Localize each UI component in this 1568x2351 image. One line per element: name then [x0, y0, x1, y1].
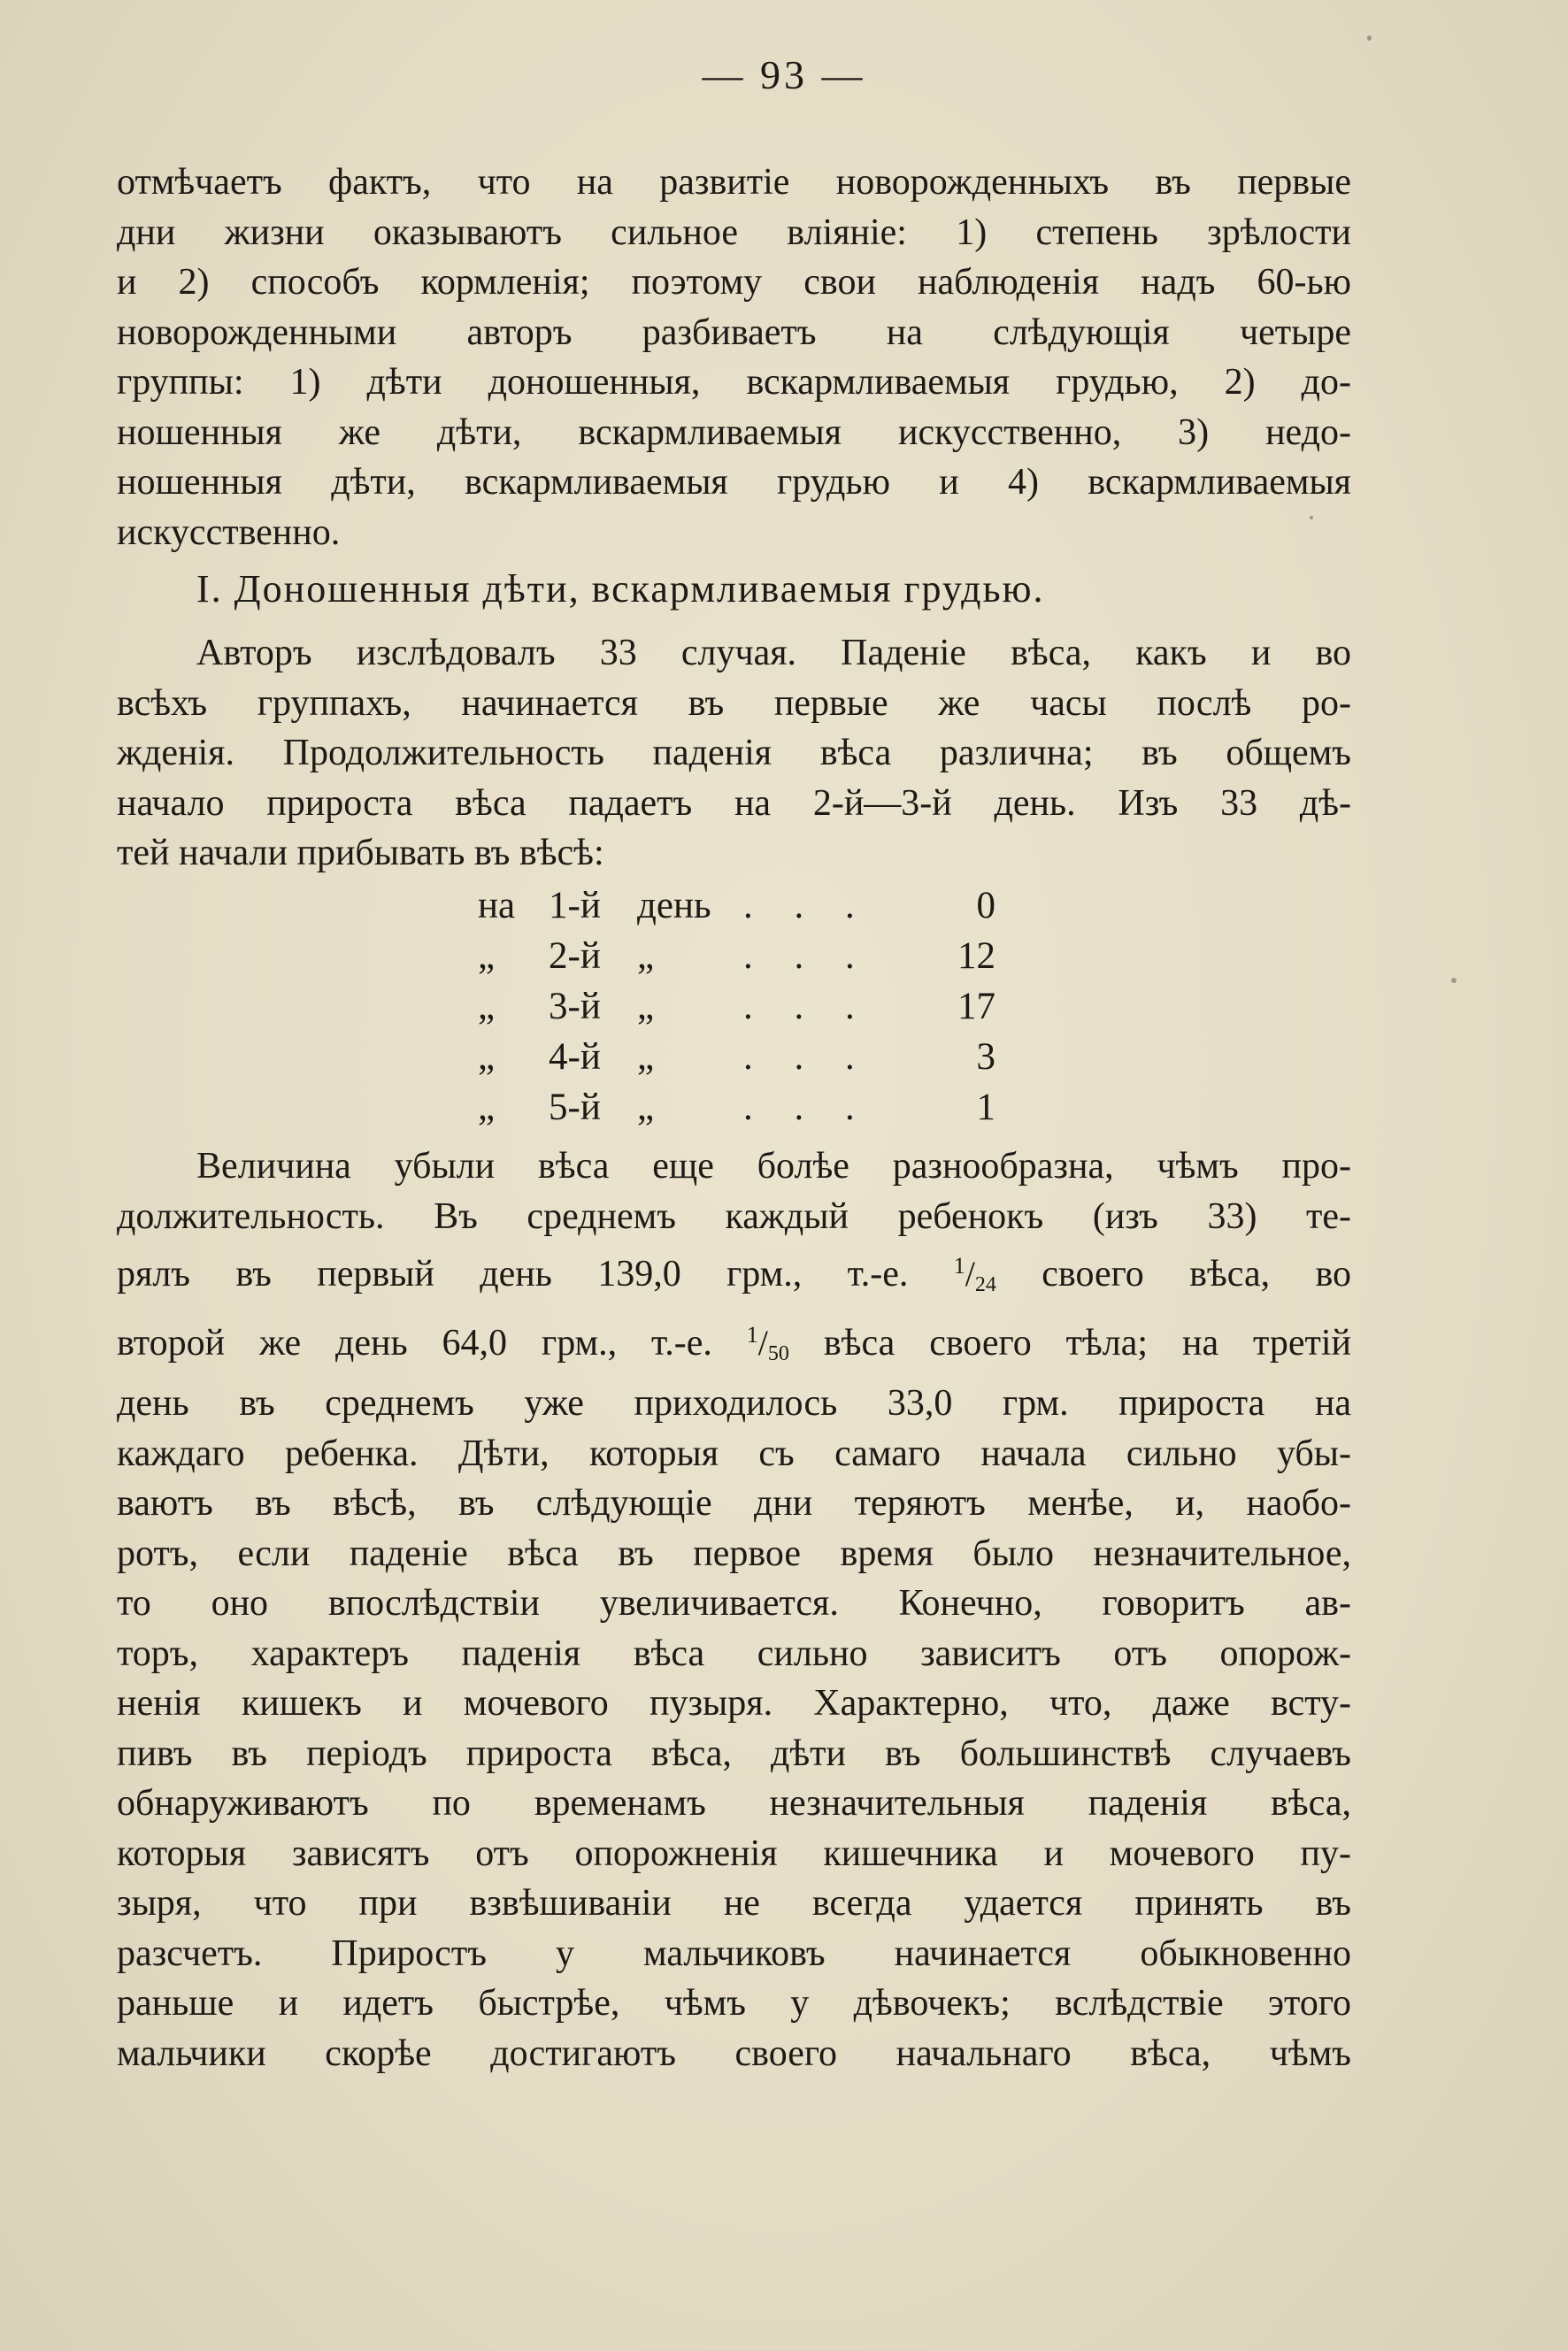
fraction-denominator: 24 [974, 1273, 996, 1296]
text-line: и 2) способъ кормленія; поэтому свои наблюденія надъ 60-ью [117, 262, 1351, 303]
text-line: ношенныя дѣти, вскармливаемыя грудью и 4) вскармливаемыя [117, 462, 1351, 503]
fraction-one-50th: $^1/_{50}$ [746, 1321, 789, 1365]
row-day: 2-й [549, 935, 601, 977]
row-count: 1 [976, 1087, 995, 1128]
text-line: ненія кишекъ и мочевого пузыря. Характерно, что, даже всту- [117, 1683, 1351, 1724]
row-count: 12 [957, 935, 995, 977]
text-line: день въ среднемъ уже приходилось 33,0 грм. прироста на [117, 1383, 1351, 1424]
row-count: 17 [957, 986, 995, 1027]
text-line: мальчики скорѣе достигаютъ своего начальнаго вѣса, чѣмъ [117, 2032, 1351, 2074]
row-prefix: на [478, 885, 516, 926]
row-count: 0 [976, 885, 995, 926]
text-line: пивъ въ періодъ прироста вѣса, дѣти въ большинствѣ случаевъ [117, 1733, 1351, 1774]
text-line-with-fraction [117, 1241, 1351, 1310]
row-unit: день [637, 885, 711, 926]
text-line: Авторъ изслѣдовалъ 33 случая. Паденіе вѣса, какъ и во [196, 633, 1351, 673]
row-unit: „ [637, 1036, 655, 1078]
paragraph-weight-gain [117, 628, 1351, 879]
text-line: начало прироста вѣса падаетъ на 2-й—3-й день. Изъ 33 дѣ- [117, 782, 1351, 824]
row-unit: „ [637, 1087, 655, 1128]
text-line: то оно впослѣдствіи увеличивается. Конечно, говоритъ ав- [117, 1583, 1351, 1624]
text-line: ваютъ въ вѣсѣ, въ слѣдующіе дни теряютъ менѣе, и, наобо- [117, 1483, 1351, 1524]
text-line: должительность. Въ среднемъ каждый ребенокъ (изъ 33) те- [117, 1195, 1351, 1237]
text-line-with-fraction [117, 1310, 1351, 1379]
text-line: Величина убыли вѣса еще болѣе разнообразна, чѣмъ про- [196, 1146, 1351, 1187]
text-line: отмѣчаетъ фактъ, что на развитіе новорожденныхъ въ первые [117, 162, 1351, 203]
text-fragment: рялъ въ первый день 139,0 грм., т.-е. [117, 1254, 909, 1295]
fraction-numerator: 1 [953, 1253, 965, 1279]
row-count: 3 [976, 1036, 995, 1078]
paper-speck [1310, 516, 1313, 519]
fraction-numerator: 1 [746, 1321, 758, 1348]
text-fragment: второй же день 64,0 грм., т.-е. [117, 1322, 712, 1364]
row-day: 3-й [549, 986, 601, 1027]
paper-speck [1451, 978, 1457, 983]
fraction-one-24th: $^1/_{24}$ [953, 1253, 996, 1296]
text-line: ротъ, если паденіе вѣса въ первое время было незначительное, [117, 1533, 1351, 1574]
text-line: дни жизни оказываютъ сильное вліяніе: 1) степень зрѣлости [117, 211, 1351, 253]
text-line: группы: 1) дѣти доношенныя, вскармливаемыя грудью, 2) до- [117, 362, 1351, 403]
text-line: зыря, что при взвѣшиваніи не всегда удается принять въ [117, 1883, 1351, 1924]
text-line: новорожденными авторъ разбиваетъ на слѣдующія четыре [117, 311, 1351, 353]
row-leader-dots: . . . [743, 986, 871, 1027]
paragraph-weight-loss [117, 1141, 1351, 2078]
text-fragment: своего вѣса, во [1041, 1254, 1351, 1295]
row-prefix: „ [478, 935, 496, 977]
text-line: каждаго ребенка. Дѣти, которыя съ самаго начала сильно убы- [117, 1433, 1351, 1474]
row-leader-dots: . . . [743, 935, 871, 977]
text-line: разсчетъ. Приростъ у мальчиковъ начинается обыкновенно [117, 1932, 1351, 1974]
row-leader-dots: . . . [743, 1036, 871, 1078]
text-line: тей начали прибывать въ вѣсѣ: [117, 833, 604, 873]
text-line: обнаруживаютъ по временамъ незначительныя паденія вѣса, [117, 1783, 1351, 1824]
paper-speck [1367, 35, 1372, 41]
row-unit: „ [637, 935, 655, 977]
text-line: ношенныя же дѣти, вскармливаемыя искусственно, 3) недо- [117, 411, 1351, 453]
page-number: — 93 — [702, 52, 866, 97]
text-fragment: вѣса своего тѣла; на третій [823, 1322, 1352, 1364]
row-day: 1-й [549, 885, 601, 926]
row-leader-dots: . . . [743, 1087, 871, 1128]
row-prefix: „ [478, 1036, 496, 1078]
text-line: жденія. Продолжительность паденія вѣса различна; въ общемъ [117, 733, 1351, 773]
text-line: которыя зависятъ отъ опорожненія кишечника и мочевого пу- [117, 1832, 1351, 1874]
section-heading: I. Доношенныя дѣти, вскармливаемыя грудью. [196, 567, 1045, 611]
row-prefix: „ [478, 1087, 496, 1128]
fraction-denominator: 50 [767, 1341, 789, 1365]
paragraph-intro [117, 158, 1351, 557]
row-unit: „ [637, 986, 655, 1027]
text-line: торъ, характеръ паденія вѣса сильно зависитъ отъ опорож- [117, 1633, 1351, 1674]
row-day: 4-й [549, 1036, 601, 1078]
text-line: всѣхъ группахъ, начинается въ первые же часы послѣ ро- [117, 682, 1351, 724]
row-day: 5-й [549, 1087, 601, 1128]
row-prefix: „ [478, 986, 496, 1027]
row-leader-dots: . . . [743, 885, 871, 926]
text-line: раньше и идетъ быстрѣе, чѣмъ у дѣвочекъ; вслѣдствіе этого [117, 1983, 1351, 2024]
text-line: искусственно. [117, 511, 341, 553]
